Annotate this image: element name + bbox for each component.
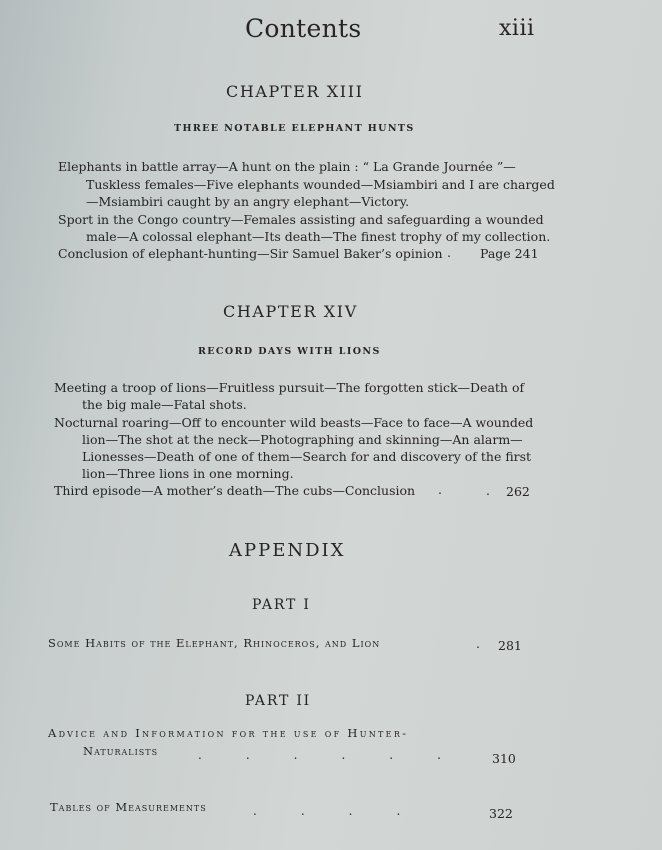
leader-dot: .	[486, 483, 490, 498]
leader-dot: .	[438, 482, 442, 497]
tables-page: 322	[489, 806, 513, 821]
part-1-page: 281	[498, 638, 522, 653]
page-folio: xiii	[499, 16, 535, 41]
running-title: Contents	[245, 14, 362, 43]
chapter-13-line: Sport in the Congo country—Females assisting and safeguarding a wounded	[58, 212, 544, 227]
chapter-14-subtitle: RECORD DAYS WITH LIONS	[198, 346, 381, 357]
chapter-13-line: Elephants in battle array—A hunt on the plain : “ La Grande Journée ”—	[58, 159, 516, 174]
chapter-13-heading: CHAPTER XIII	[226, 82, 364, 101]
appendix-heading: APPENDIX	[229, 540, 346, 561]
part-2-heading: PART II	[245, 693, 311, 709]
leader-dots: ......	[198, 748, 485, 762]
chapter-14-line: Meeting a troop of lions—Fruitless pursuit—The forgotten stick—Death of	[54, 380, 525, 395]
chapter-14-line: lion—Three lions in one morning.	[82, 466, 294, 481]
chapter-13-subtitle: THREE NOTABLE ELEPHANT HUNTS	[174, 123, 415, 134]
chapter-13-line: male—A colossal elephant—Its death—The finest trophy of my collection.	[86, 229, 551, 244]
part-1-entry: Some Habits of the Elephant, Rhinoceros, and Lion	[48, 636, 381, 650]
leader-dots: ....	[253, 804, 445, 818]
chapter-14-line: the big male—Fatal shots.	[82, 397, 247, 412]
chapter-13-line: Tuskless females—Five elephants wounded—Msiambiri and I are charged	[86, 177, 555, 192]
part-2-entry-line2: Naturalists	[83, 744, 159, 758]
leader-dot: .	[447, 245, 451, 260]
leader-dot: .	[476, 636, 480, 651]
chapter-14-line: Lionesses—Death of one of them—Search for and discovery of the first	[82, 449, 532, 464]
chapter-14-line: Nocturnal roaring—Off to encounter wild beasts—Face to face—A wounded	[54, 415, 534, 430]
chapter-14-line: lion—The shot at the neck—Photographing and skinning—An alarm—	[82, 432, 523, 447]
chapter-14-line: Third episode—A mother’s death—The cubs—Conclusion	[54, 483, 416, 498]
chapter-13-page: Page 241	[480, 246, 539, 261]
chapter-13-line: —Msiambiri caught by an angry elephant—Victory.	[86, 194, 410, 209]
tables-entry: Tables of Measurements	[50, 800, 207, 814]
part-1-heading: PART I	[252, 597, 311, 613]
part-2-page: 310	[492, 751, 516, 766]
chapter-14-page: 262	[506, 484, 530, 499]
chapter-13-line: Conclusion of elephant-hunting—Sir Samuel Baker’s opinion	[58, 246, 443, 261]
chapter-14-heading: CHAPTER XIV	[223, 302, 358, 321]
part-2-entry-line1: Advice and Information for the use of Hunter-	[48, 726, 409, 740]
